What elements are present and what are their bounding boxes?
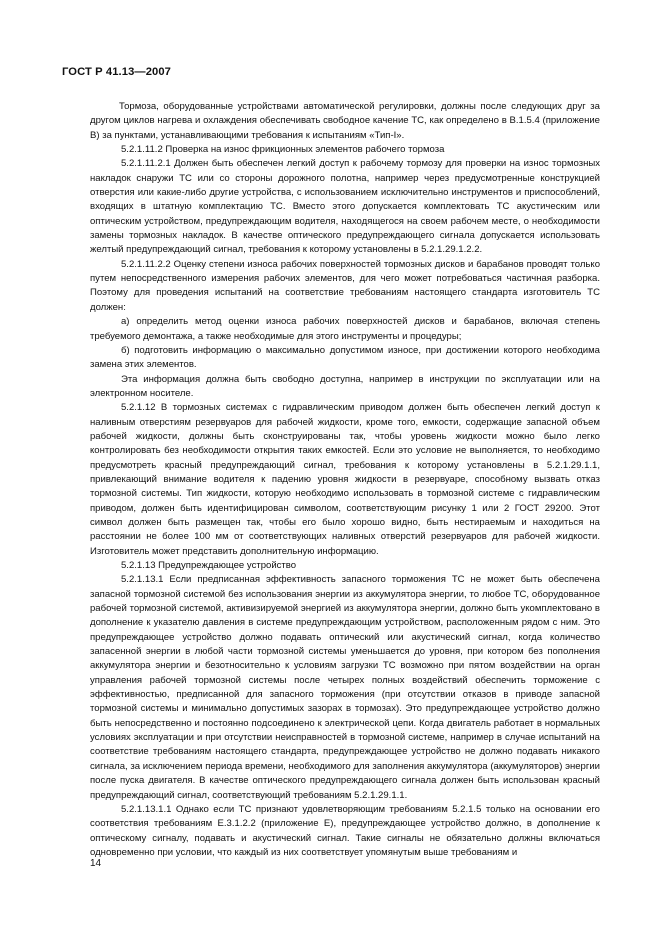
list-item: б) подготовить информацию о максимально допустимом износе, при достижении которого необходима замена этих элементов. xyxy=(90,344,600,371)
list-item: а) определить метод оценки износа рабочих поверхностей дисков и барабанов, включая степень требуемого демонтажа, а также необходимые для этого инструменты и процедуры; xyxy=(90,316,600,342)
page-number: 14 xyxy=(90,858,102,869)
paragraph: 5.2.1.11.2.2 Оценку степени износа рабочих поверхностей тормозных дисков и барабанов проводят только путем непосредственного измерения рабочих элементов, для чего может потребоваться частичная разборка. Поэтому для проведения испытаний на соответствие требованиям настоящего стандарта изготовитель ТС должен: xyxy=(90,258,600,313)
document-body xyxy=(90,100,600,860)
paragraph: 5.2.1.11.2.1 Должен быть обеспечен легкий доступ к рабочему тормозу для проверки на износ тормозных накладок снаружи ТС или со стороны дорожного полотна, например через предусмотренные конструкцией отверстия или какие-либо другие устройства, с использованием исключительно инструментов и приспособлений, входящих в штатную комплектацию ТС. Вместо этого допускается комплектовать ТС акустическим или оптическим устройством, предупреждающим водителя, находящегося на своем рабочем месте, о необходимости замены тормозных накладок. В качестве оптического предупреждающего сигнала допускается использовать желтый предупреждающий сигнал, требования к которому установлены в 5.2.1.29.1.2.2. xyxy=(90,158,600,256)
paragraph: Эта информация должна быть свободно доступна, например в инструкции по эксплуатации или на электронном носителе. xyxy=(90,373,600,399)
document-header: ГОСТ Р 41.13—2007 xyxy=(62,66,171,78)
paragraph: Тормоза, оборудованные устройствами автоматической регулировки, должны после следующих друг за другом циклов нагрева и охлаждения обеспечивать свободное качение ТС, как определено в В.1.5.4 (приложение В) за пунктами, устанавливающими требования к испытаниям «Тип-I». xyxy=(90,101,600,141)
section-heading: 5.2.1.13 Предупреждающее устройство xyxy=(121,560,297,571)
paragraph: 5.2.1.13.1 Если предписанная эффективность запасного торможения ТС не может быть обеспечена запасной тормозной системой без использования энергии из аккумулятора энергии, то любое ТС, оборудованное рабочей тормозной системой, активизируемой энергией из аккумулятора энергии, должно быть укомплектовано в дополнение к указателю давления в системе предупреждающим устройством, расположенным рядом с ним. Это предупреждающее устройство должно подавать оптический или акустический сигнал, когда количество запасенной энергии в любой части тормозной системы уменьшается до уровня, при котором без пополнения аккумулятора энергии и безотносительно к условиям загрузки ТС возможно при пятом воздействии на орган управления рабочей тормозной системы после четырех полных воздействий обеспечить торможение с эффективностью, предписанной для запасного торможения (при отсутствии отказов в приводе запасной тормозной системы и минимально допустимых зазорах в тормозах). Это предупреждающее устройство должно быть непосредственно и постоянно подсоединено к электрической цепи. Когда двигатель работает в нормальных условиях эксплуатации и при отсутствии неисправностей в тормозной системе, например в случае испытаний на соответствие требованиям настоящего стандарта, предупреждающее устройство не должно подавать никакого сигнала, за исключением периода времени, необходимого для заполнения аккумулятора (аккумуляторов) энергии после пуска двигателя. В качестве оптического предупреждающего сигнала должен быть использован красный предупреждающий сигнал, соответствующий требованиям 5.2.1.29.1.1. xyxy=(90,574,600,801)
paragraph: 5.2.1.12 В тормозных системах с гидравлическим приводом должен быть обеспечен легкий доступ к наливным отверстиям резервуаров для рабочей жидкости, кроме того, емкости, содержащие запасной объем рабочей жидкости, должны быть сконструированы так, чтобы уровень жидкости можно было легко контролировать без необходимости открытия таких емкостей. Если это условие не выполняется, то необходимо предусмотреть красный предупреждающий сигнал, требования к которому установлены в 5.2.1.29.1.1, привлекающий внимание водителя к падению уровня жидкости в резервуаре, способному вызвать отказ тормозной системы. Тип жидкости, которую необходимо использовать в тормозной системе с гидравлическим приводом, должен быть идентифицирован символом, соответствующим рисунку 1 или 2 ГОСТ 29200. Этот символ должен быть размещен так, чтобы его было хорошо видно, быть нестираемым и находиться на расстоянии не более 100 мм от соответствующих наливных отверстий резервуаров для рабочей жидкости. Изготовитель может представить дополнительную информацию. xyxy=(90,402,600,557)
section-heading: 5.2.1.11.2 Проверка на износ фрикционных элементов рабочего тормоза xyxy=(121,144,445,156)
paragraph: 5.2.1.13.1.1 Однако если ТС признают удовлетворяющим требованиям 5.2.1.5 только на основании его соответствия требованиям Е.3.1.2.2 (приложение Е), предупреждающее устройство должно, в дополнение к оптическому сигналу, подавать и акустический сигнал. Такие сигналы не обязательно должны включаться одновременно при условии, что каждый из них соответствует упомянутым выше требованиям и xyxy=(90,803,600,858)
